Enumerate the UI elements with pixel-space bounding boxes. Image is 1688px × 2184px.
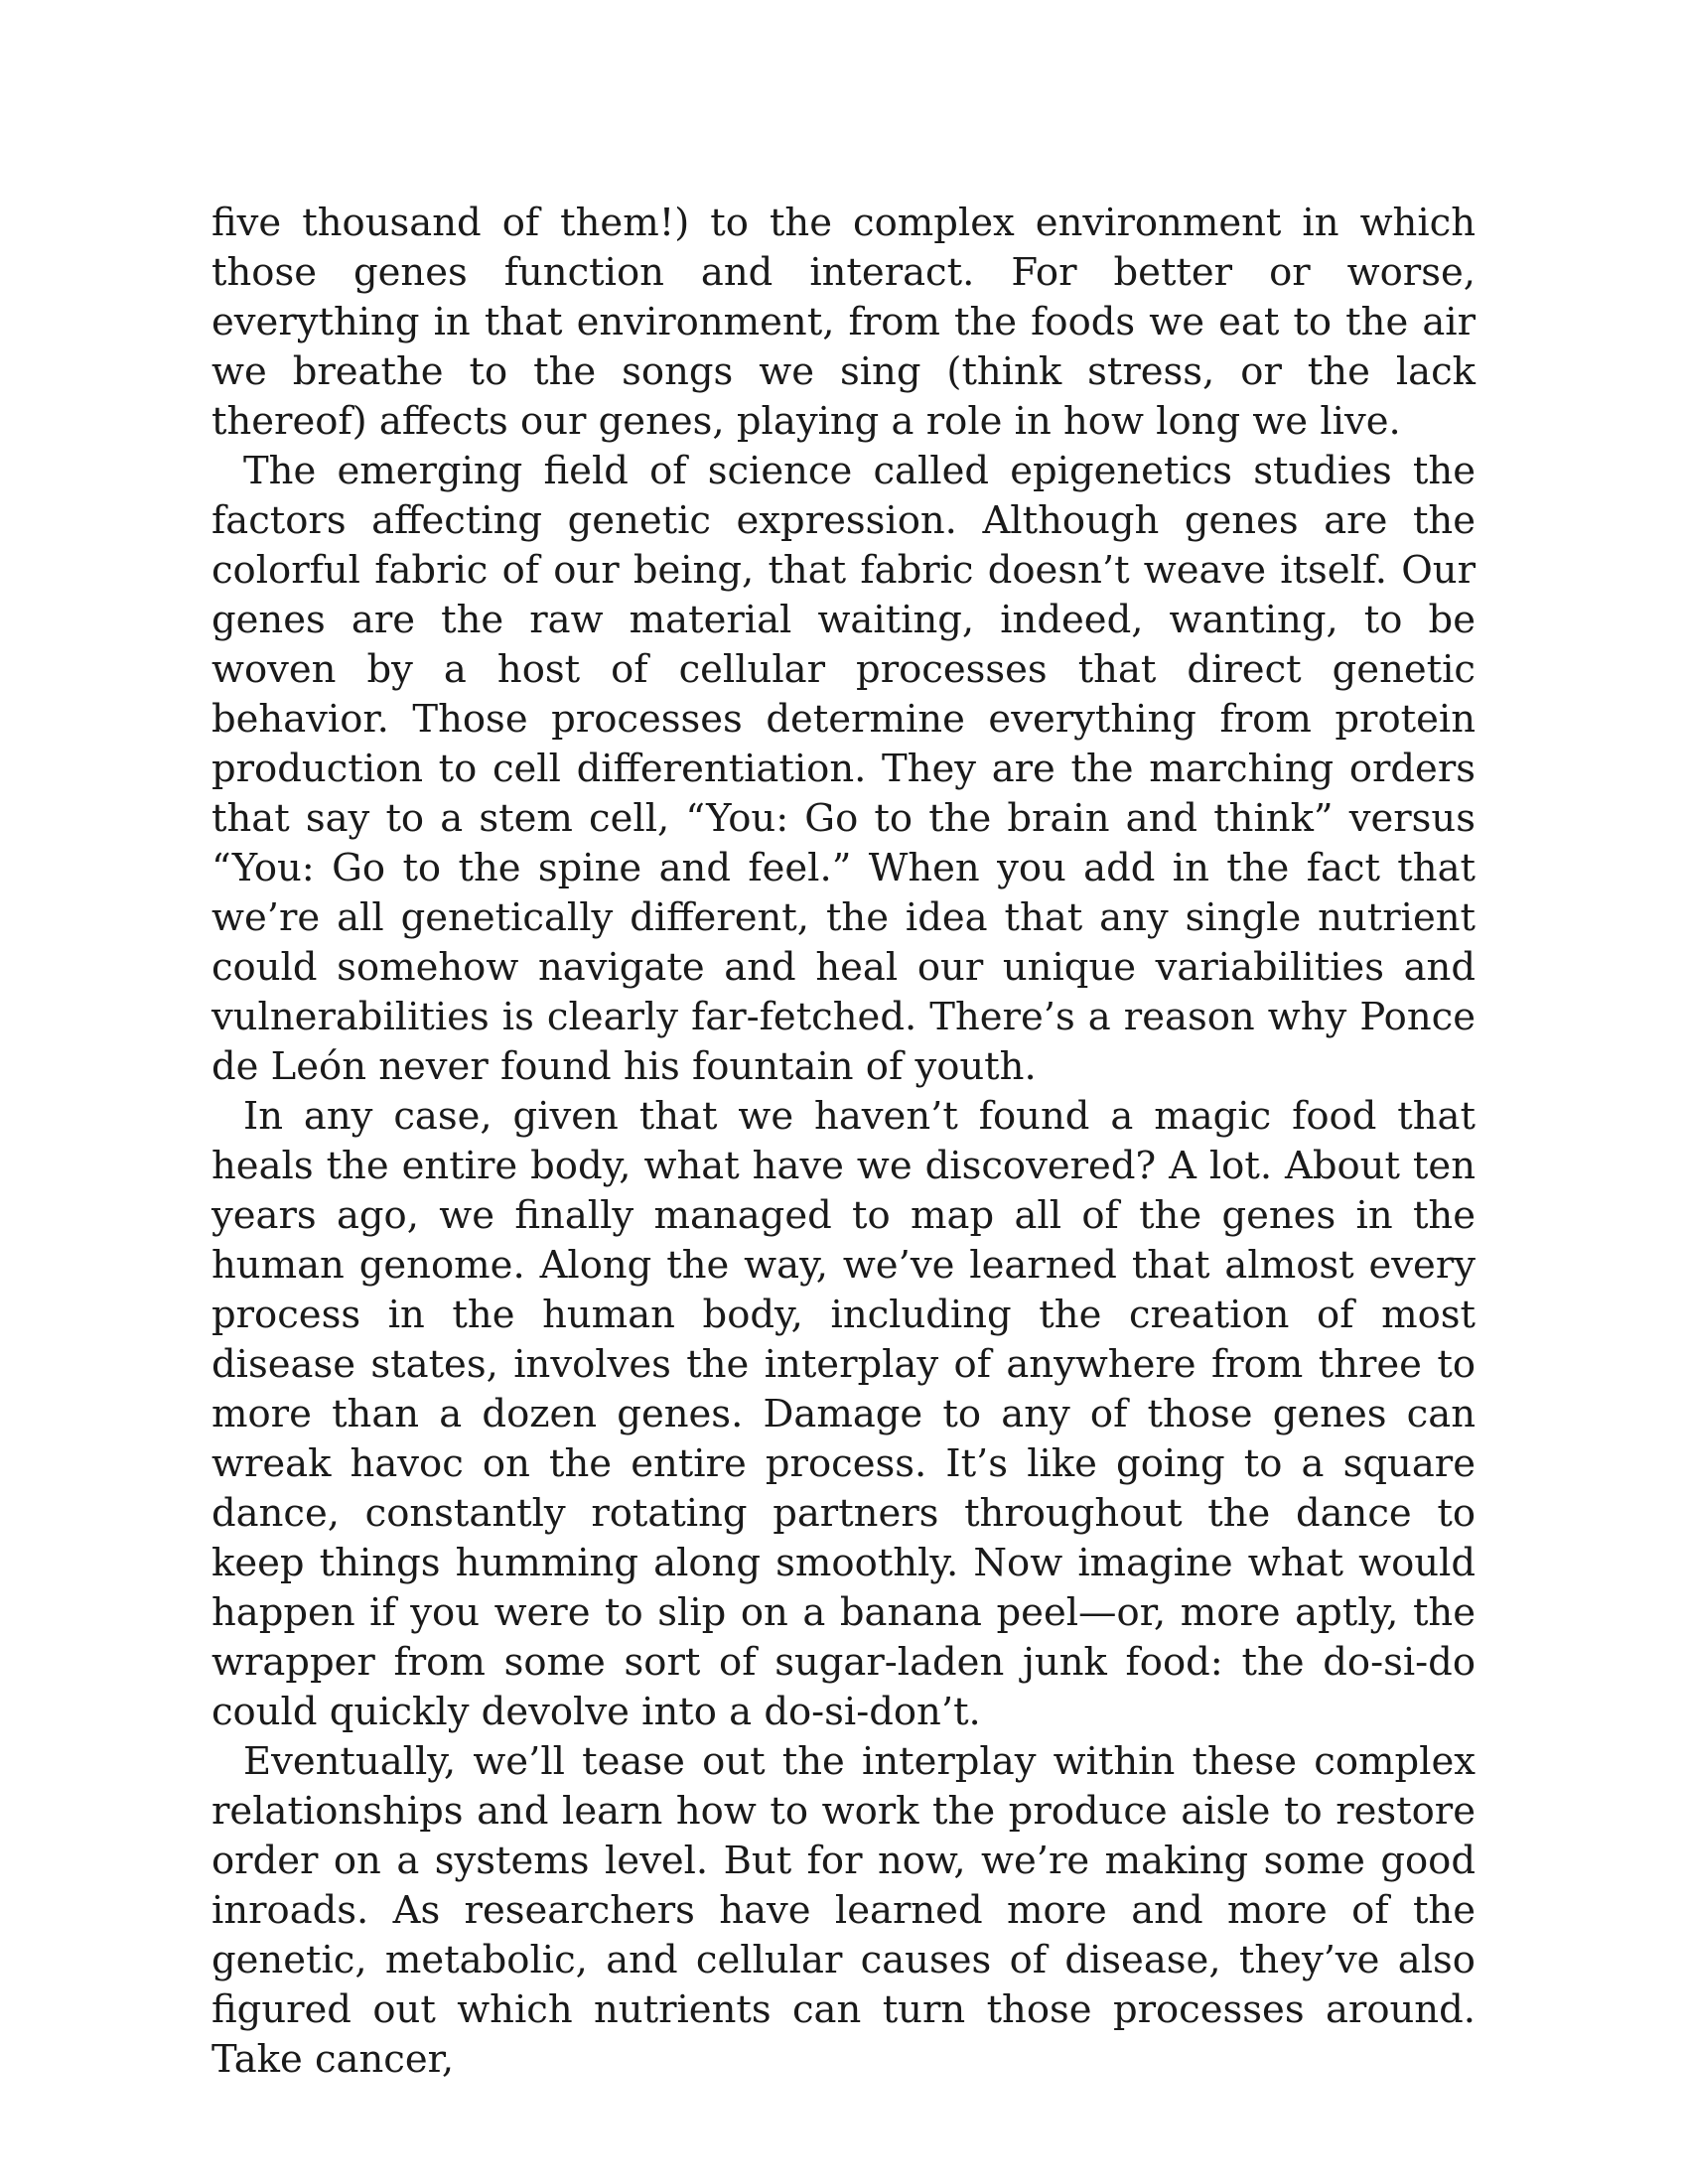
paragraph-epigenetics: The emerging field of science called epigenetics studies the factors affecting genetic expression. Although genes are the colorful fabric of our being, that fabric doesn’t weave itself. Our genes are the raw material waiting, indeed, wanting, to be woven by a host of cellular processes that direct genetic behavior. Those processes determine everything from protein production to cell differentiation. They are the marching orders that say to a stem cell, “You: Go to the brain and think” versus “You: Go to the spine and feel.” When you add in the fact that we’re all genetically different, the idea that any single nutrient could somehow navigate and heal our unique variabilities and vulnerabilities is clearly far-fetched. There’s a reason why Ponce de León never found his fountain of youth. bbox=[211, 449, 1476, 1089]
page-body bbox=[211, 199, 1476, 2085]
paragraph-eventually: Eventually, we’ll tease out the interplay within these complex relationships and learn how to work the produce aisle to restore order on a systems level. But for now, we’re making some good inroads. As researchers have learned more and more of the genetic, metabolic, and cellular causes of disease, they’ve also figured out which nutrients can turn those processes around. Take cancer, bbox=[211, 1739, 1476, 2082]
paragraph-continued: five thousand of them!) to the complex environment in which those genes function and interact. For better or worse, everything in that environment, from the foods we eat to the air we breathe to the songs we sing (think stress, or the lack thereof) affects our genes, playing a role in how long we live. bbox=[211, 201, 1476, 444]
paragraph-genome: In any case, given that we haven’t found a magic food that heals the entire body, what have we discovered? A lot. About ten years ago, we finally managed to map all of the genes in the human genome. Along the way, we’ve learned that almost every process in the human body, including the creation of most disease states, involves the interplay of anywhere from three to more than a dozen genes. Damage to any of those genes can wreak havoc on the entire process. It’s like going to a square dance, constantly rotating partners throughout the dance to keep things humming along smoothly. Now imagine what would happen if you were to slip on a banana peel—or, more aptly, the wrapper from some sort of sugar-laden junk food: the do-si-do could quickly devolve into a do-si-don’t. bbox=[211, 1094, 1476, 1734]
